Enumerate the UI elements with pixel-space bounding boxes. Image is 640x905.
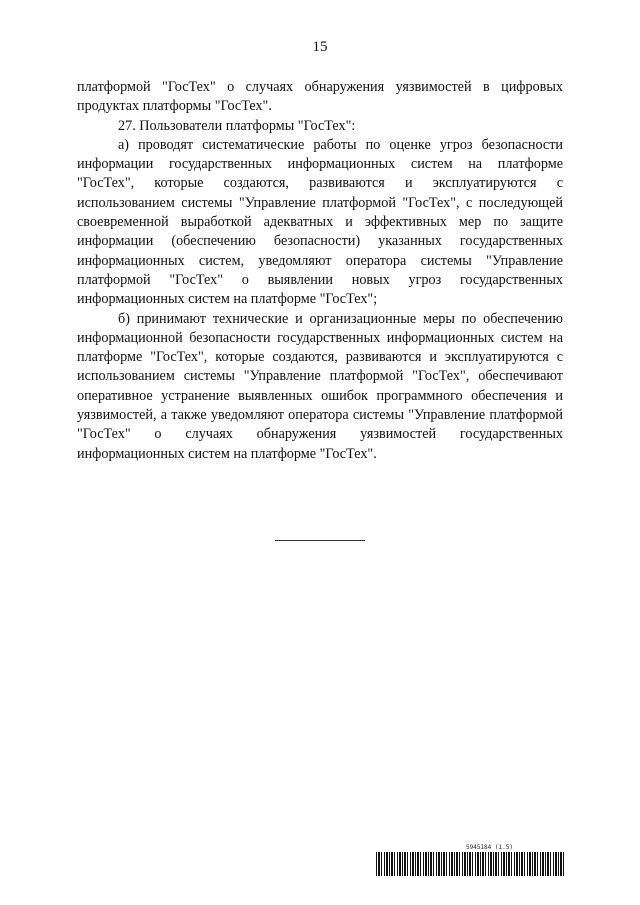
- paragraph: 27. Пользователи платформы "ГосТех":: [118, 117, 356, 134]
- paragraph: а) проводят систематические работы по оценке угроз безопасности информации государственных информационных систем на платформе "ГосТех", которые создаются, развиваются и эксплуатируются с использованием системы "Управление платформой "ГосТех", с последующей своевременной выработкой адекватных и эффективных мер по защите информации (обеспечению безопасности) указанных государственных информационных систем, уведомляют оператора системы "Управление платформой "ГосТех" о выявлении новых угроз государственных информационных систем на платформе "ГосТех";: [77, 136, 563, 308]
- page-number: 15: [312, 39, 328, 55]
- barcode-block: [376, 844, 564, 876]
- paragraph: платформой "ГосТех" о случаях обнаружения уязвимостей в цифровых продуктах платформы "ГосТех".: [77, 79, 563, 115]
- paragraph: б) принимают технические и организационные меры по обеспечению информационной безопасности государственных информационных систем на платформе "ГосТех", которые создаются, развиваются и эксплуатируются с использованием системы "Управление платформой "ГосТех", обеспечивают оперативное устранение выявленных ошибок программного обеспечения и уязвимостей, а также уведомляют оператора системы "Управление платформой "ГосТех" о случаях обнаружения уязвимостей государственных информационных систем на платформе "ГосТех".: [77, 310, 563, 462]
- barcode-label: 5945184 (1.5): [466, 844, 513, 851]
- document-body: [77, 78, 563, 464]
- barcode-icon: [376, 852, 564, 876]
- end-divider: [275, 540, 365, 541]
